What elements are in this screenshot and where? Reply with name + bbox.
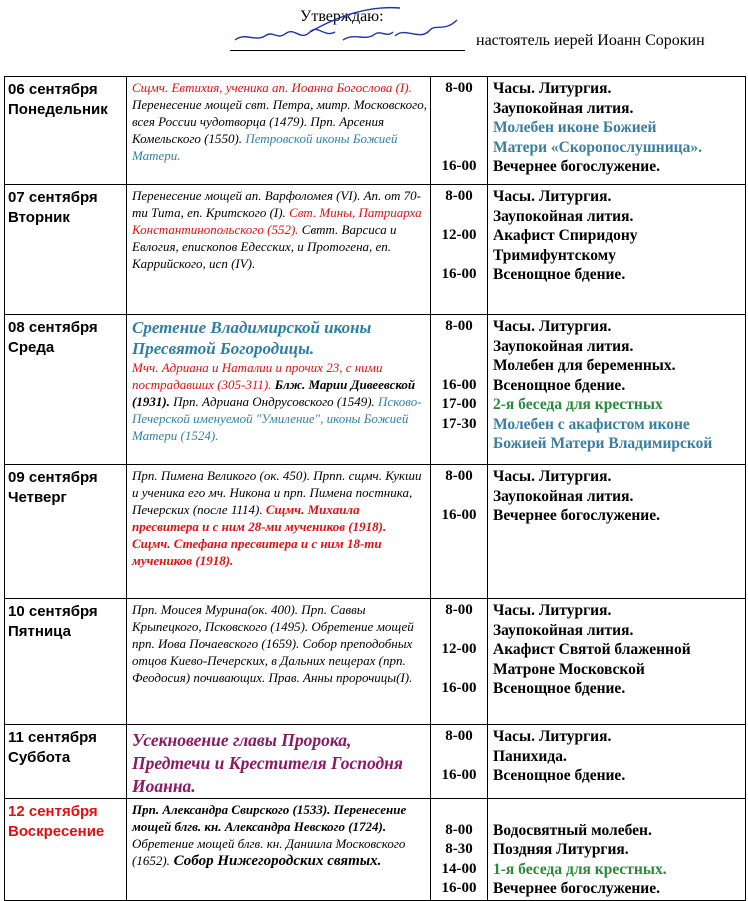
feast-text: Псково-Печерской именуемой "Умиление", иконы Божией Матери (1524). xyxy=(132,394,422,443)
times-cell xyxy=(431,599,488,725)
times-cell xyxy=(431,725,488,799)
feast-text: Прп. Моисея Мурина(ок. 400). Прп. Саввы Крыпецкого, Псковского (1495). Обретение мощей прп. Иова Почаевского (1659). Собор преподобных отцов Киево-Печерских, в Дальних пещерах (прп. Феодосия) почивающих. Прав. Анны пророчицы(I). xyxy=(132,602,414,685)
time-label: 16-00 xyxy=(441,507,477,523)
services-cell xyxy=(488,315,746,465)
weekday-label: Пятница xyxy=(8,623,71,640)
services-cell xyxy=(488,799,746,901)
time-label: 8-00 xyxy=(445,468,473,484)
service-item: 1-я беседа для крестных. xyxy=(493,860,667,878)
time-label: 8-00 xyxy=(445,188,473,204)
feast-text: Петровской иконы Божией Матери. xyxy=(132,131,398,163)
time-label: 12-00 xyxy=(441,227,477,243)
weekday-label: Воскресение xyxy=(8,823,105,840)
date-label: 06 сентября xyxy=(8,81,98,98)
service-item: Молебен для беременных. xyxy=(493,357,676,374)
feast-text: Перенесение мощей ап. Варфоломея (VI). Ап. от 70-ти Тита, еп. Критского (I). xyxy=(132,188,421,220)
date-cell xyxy=(5,185,127,315)
schedule-row xyxy=(5,725,746,799)
service-item: Водосвятный молебен. xyxy=(493,821,652,839)
signature-icon xyxy=(225,2,475,52)
time-label: 16-00 xyxy=(441,767,477,783)
service-item: Молебен с акафистом иконе xyxy=(493,415,690,433)
service-item: Поздняя Литургия. xyxy=(493,841,629,858)
schedule-row xyxy=(5,799,746,901)
schedule-row xyxy=(5,185,746,315)
service-item: Заупокойная лития. xyxy=(493,621,634,639)
service-item: Часы. Литургия. xyxy=(493,468,612,485)
time-label: 17-30 xyxy=(441,415,477,432)
service-item: Заупокойная лития. xyxy=(493,99,634,117)
feast-cell xyxy=(127,77,431,185)
time-label: 8-00 xyxy=(445,602,473,618)
date-label: 11 сентября xyxy=(8,729,97,746)
date-cell xyxy=(5,77,127,185)
weekday-label: Вторник xyxy=(8,209,70,226)
services-cell xyxy=(488,185,746,315)
weekday-label: Суббота xyxy=(8,749,71,766)
feast-cell xyxy=(127,185,431,315)
feast-text: Блж. Марии Дивеевской (1931). xyxy=(132,377,416,409)
times-cell xyxy=(431,77,488,185)
time-label: 16-00 xyxy=(441,266,477,282)
service-item: Панихида. xyxy=(493,747,567,765)
date-cell xyxy=(5,799,127,901)
schedule-row xyxy=(5,465,746,599)
feast-text: Сщмч. Евтихия, ученика ап. Иоанна Богослова (I). xyxy=(132,80,412,95)
rector-title: настоятель иерей Иоанн Сорокин xyxy=(476,32,705,49)
time-label: 8-30 xyxy=(445,841,473,857)
time-label: 8-00 xyxy=(445,821,473,838)
feast-title: Сретение Владимирской иконы Пресвятой Богородицы. xyxy=(132,318,372,358)
feast-text: Свтт. Варсиса и Евлогия, епископов Едесских, и Протогена, еп. Каррийского, исп (IV). xyxy=(132,222,397,271)
service-item: Всенощное бдение. xyxy=(493,266,626,283)
service-item: Часы. Литургия. xyxy=(493,188,612,205)
service-item: Молебен иконе Божией xyxy=(493,119,657,136)
times-cell xyxy=(431,799,488,901)
services-cell xyxy=(488,465,746,599)
service-item: Вечернее богослужение. xyxy=(493,158,660,175)
time-label: 8-00 xyxy=(445,728,473,744)
schedule-row xyxy=(5,599,746,725)
service-item: Заупокойная лития. xyxy=(493,207,634,225)
feast-text: Прп. Пимена Великого (ок. 450). Прпп. сщмч. Кукши и ученика его мч. Никона и прп. Пимена постника, Печерских (после 1114). xyxy=(132,468,422,517)
approve-label: Утверждаю: xyxy=(300,8,384,25)
service-item: Божией Матери Владимирской xyxy=(493,435,713,452)
feast-text: Собор Нижегородских святых. xyxy=(169,853,382,869)
service-item: Матроне Московской xyxy=(493,660,645,678)
time-label: 14-00 xyxy=(441,860,477,877)
times-cell xyxy=(431,185,488,315)
service-item: Всенощное бдение. xyxy=(493,376,626,394)
service-item: Акафист Святой блаженной xyxy=(493,641,691,658)
time-label: 16-00 xyxy=(441,158,477,174)
date-cell xyxy=(5,725,127,799)
services-cell xyxy=(488,599,746,725)
weekday-label: Понедельник xyxy=(8,101,108,118)
service-item: Вечернее богослужение. xyxy=(493,880,660,897)
service-item: Тримифунтскому xyxy=(493,246,616,264)
feast-text: Свт. Мины, Патриарха Константинопольского (552). xyxy=(132,205,422,237)
date-label: 08 сентября xyxy=(8,319,98,336)
date-label: 07 сентября xyxy=(8,189,98,206)
times-cell xyxy=(431,315,488,465)
date-cell xyxy=(5,465,127,599)
feast-cell xyxy=(127,599,431,725)
date-label: 12 сентября xyxy=(8,803,98,820)
time-label: 12-00 xyxy=(441,641,477,657)
feast-text: Прп. Адриана Ондрусовского (1549). xyxy=(169,394,379,409)
feast-text: Сщмч. Михаила пресвитера и с ним 28-ми мучеников (1918). Сщмч. Стефана пресвитера и с ним 18-ти мучеников (1918). xyxy=(132,502,387,568)
time-label: 16-00 xyxy=(441,376,477,393)
service-item: Всенощное бдение. xyxy=(493,767,626,784)
feast-cell xyxy=(127,725,431,799)
feast-text: Прп. Александра Свирского (1533). Перенесение мощей блгв. кн. Александра Невского (1724). xyxy=(132,802,407,834)
time-label: 16-00 xyxy=(441,680,477,696)
service-item: Часы. Литургия. xyxy=(493,728,612,745)
services-cell xyxy=(488,77,746,185)
feast-title: Усекновение главы Пророка, Предтечи и Крестителя Господня Иоанна. xyxy=(132,730,403,796)
weekday-label: Среда xyxy=(8,339,55,356)
feast-cell xyxy=(127,465,431,599)
service-item xyxy=(493,801,745,821)
services-cell xyxy=(488,725,746,799)
weekday-label: Четверг xyxy=(8,489,67,506)
times-cell xyxy=(431,465,488,599)
time-label: 8-00 xyxy=(445,318,473,334)
date-label: 09 сентября xyxy=(8,469,98,486)
service-item: Часы. Литургия. xyxy=(493,602,612,619)
service-item: Часы. Литургия. xyxy=(493,318,612,335)
feast-text: Перенесение мощей свт. Петра, митр. Московского, всея России чудотворца (1479). Прп. Арсения Комельского (1550). xyxy=(132,97,427,146)
service-item: Часы. Литургия. xyxy=(493,80,612,97)
service-item: Вечернее богослужение. xyxy=(493,507,660,524)
time-label: 16-00 xyxy=(441,880,477,896)
date-cell xyxy=(5,599,127,725)
feast-text: Обретение мощей блгв. кн. Даниила Московского (1652). xyxy=(132,836,406,868)
service-item: Всенощное бдение. xyxy=(493,680,626,697)
time-label: 17-00 xyxy=(441,396,477,412)
feast-cell xyxy=(127,799,431,901)
service-item: Акафист Спиридону xyxy=(493,227,638,244)
date-label: 10 сентября xyxy=(8,603,98,620)
service-item: Матери «Скоропослушница». xyxy=(493,138,702,156)
feast-text: Мчч. Адриана и Наталии и прочих 23, с ними пострадавших (305-311). xyxy=(132,360,383,392)
service-item: Заупокойная лития. xyxy=(493,487,634,505)
feast-cell xyxy=(127,315,431,465)
date-cell xyxy=(5,315,127,465)
service-item: 2-я беседа для крестных xyxy=(493,396,663,413)
schedule-table xyxy=(4,76,746,901)
time-label: 8-00 xyxy=(445,80,473,96)
service-item: Заупокойная лития. xyxy=(493,337,634,355)
schedule-row xyxy=(5,77,746,185)
schedule-row xyxy=(5,315,746,465)
